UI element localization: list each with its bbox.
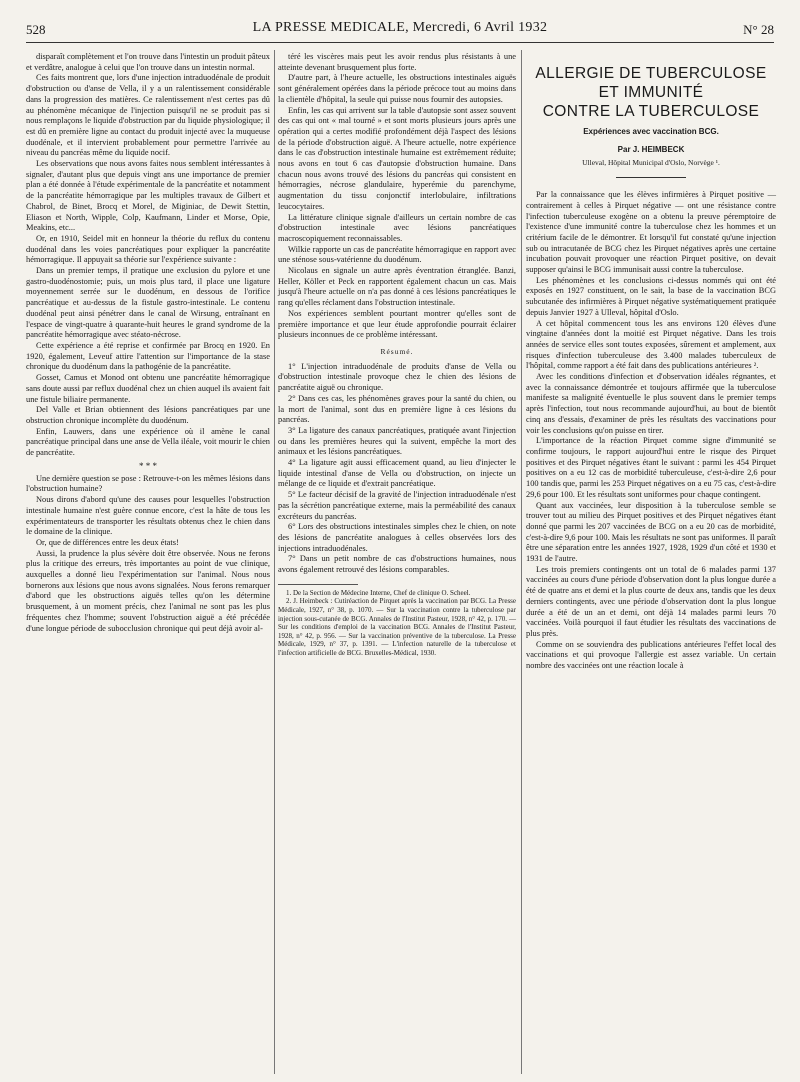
paragraph: Or, en 1910, Seidel mit en honneur la théorie du reflux du contenu duodénal dans les voies pancréatiques pour expliquer la pancréatite hémorragique. Il appuyait sa théorie sur l'expérience suivante : xyxy=(26,233,270,265)
resume-item: 3° La ligature des canaux pancréatiques, pratiquée avant l'injection ou dans les premières heures qui la suivent, empêche la mort des animaux et les lésions pancréatiques. xyxy=(278,425,516,457)
paragraph: La littérature clinique signale d'ailleurs un certain nombre de cas d'obstruction intestinale avec lésions pancréatiques macroscopiquement reconnaissables. xyxy=(278,212,516,243)
resume-item: 5° Le facteur décisif de la gravité de l'injection intraduodénale n'est pas la sécrétion pancréatique externe, mais la perméabilité des canaux excréteurs du pancréas. xyxy=(278,490,516,521)
paragraph: Une dernière question se pose : Retrouve-t-on les mêmes lésions dans l'obstruction humaine? xyxy=(26,473,270,494)
article-title xyxy=(526,64,776,121)
column-1-paragraphs-2 xyxy=(26,474,270,635)
column-2-paragraphs xyxy=(278,52,516,341)
article-subtitle: Expériences avec vaccination BCG. xyxy=(583,127,719,136)
paragraph: Quant aux vaccinées, leur disposition à la tuberculose semble se trouver tout au milieu des Pirquet positives et des Pirquet négatives étant donné que parmi les 207 vaccinées de BCG on a eu 20 cas de morbidité, c'est-à-dire 9,6 pour 100. Mais les résultats ne sont pas uniformes. Il paraît être une séparation entre les années 1927, 1928, 1929 d'un côté et 1930 et 1931 de l'autre. xyxy=(526,500,776,564)
column-1-paragraphs xyxy=(26,52,270,459)
article-rule xyxy=(616,177,686,178)
resume-item: 1° L'injection intraduodénale de produits d'anse de Vella ou d'obstruction intestinale provoque chez le chien des lésions de pancréatite aiguë ou chronique. xyxy=(278,361,516,393)
issue-number: N° 28 xyxy=(743,22,774,37)
paragraph: Par la connaissance que les élèves infirmières à Pirquet positive — contrairement à celles à Pirquet négative — ont une résistance contre l'infection tuberculeuse exogène on a obtenu la preuve péremptoire de l'existence d'une immunité contre la tuberculose chez les hommes et un critérium facile de le démontrer. Et lorsqu'il fut constaté qu'une injection sub ou intracutanée de BCG chez les Pirquet négatives après une certaine incubation pouvait provoquer une réaction Pirquet positive, on devait supposer qu'ainsi le BCG immunisait aussi contre la tuberculose. xyxy=(526,190,776,275)
paragraph: Les trois premiers contingents ont un total de 6 malades parmi 137 vaccinées au cours d'une période d'observation dont la plus longue durée a été de quatre ans et demi et la plus courte de deux ans, tandis que les deux derniers contingents, avec une période d'observation dont la plus longue durée a été de un an et demi, ont déjà 14 malades parmi leurs 70 vaccinées. Voilà pourquoi il faut étudier les résultats des vaccinations de plus près. xyxy=(526,564,776,638)
resume-item: 6° Lors des obstructions intestinales simples chez le chien, on note des lésions de pancréatite analogues à celles observées lors des injections intraduodénales. xyxy=(278,522,516,553)
article-author: Par J. HEIMBECK xyxy=(617,144,685,154)
title-line: ALLERGIE DE TUBERCULOSE xyxy=(535,65,767,82)
page-header xyxy=(26,20,774,42)
paragraph: Enfin, Lauwers, dans une expérience où il amène le canal pancréatique principal dans une anse de Vella iléale, voit mourir le chien de pancréatite. xyxy=(26,426,270,458)
footnote: 1. De la Section de Médecine Interne, Chef de clinique O. Scheel. xyxy=(286,588,471,597)
paragraph: A cet hôpital commencent tous les ans environs 120 élèves d'une vingtaine d'années dont la moitié est Pirquet négative. Dans les trois années de service elles sont toutes exposées, sûrement et amplement, aux risques d'infection tuberculeuse des 3.400 malades tuberculeux de l'hôpital, comme rapport a été fait dans des publications antérieures ². xyxy=(526,318,776,371)
title-line: CONTRE LA TUBERCULOSE xyxy=(542,103,760,120)
paragraph: Wilkie rapporte un cas de pancréatite hémorragique en rapport avec une sténose sous-vatérienne du duodénum. xyxy=(278,244,516,265)
column-divider xyxy=(521,50,522,1074)
paragraph: Aussi, la prudence la plus sévère doit être observée. Nous ne ferons plus la critique des erreurs, très importantes au point de vue clinique, auxquelles a donné lieu l'expérimentation sur l'animal. Nous nous bornerons aux lésions que nous avons signalées. Nous ferons remarquer d'abord que les obstructions aiguës telles qu'on les détermine brusquement, à un moment précis, chez l'animal ne sont pas les plus fréquentes chez l'homme; souvent l'obstruction aiguë a été précédée d'une longue période de subocclusion chronique qui peut déjà avoir al- xyxy=(26,548,270,633)
section-stars: * * * xyxy=(139,460,157,471)
resume-heading: Résumé. xyxy=(380,346,414,356)
title-line: ET IMMUNITÉ xyxy=(598,84,704,101)
paragraph: L'importance de la réaction Pirquet comme signe d'immunité se confirme toujours, le rapport aujourd'hui entre le risque des Pirquet positives et des Pirquet négatives étant le suivant : parmi les 454 Pirquet positives on a eu 12 cas de morbidité tuberculeuse, c'est-à-dire 2,6 pour 100 tandis que, parmi les 253 Pirquet négatives on a eu 75 cas, c'est-à-dire 29,6 pour 100. Et les résultats sont uniformes pour chaque contingent. xyxy=(526,436,776,499)
paragraph: Cette expérience a été reprise et confirmée par Brocq en 1920. En 1920, également, Leveuf attire l'attention sur l'importance de la stase chronique du duodénum dans la pathogénie de la pancréatite. xyxy=(26,340,270,372)
footnote: 2. J. Heimbeck : Cutiréaction de Pirquet après la vaccination par BCG. La Presse Médicale, 1927, n° 38, p. 1070. — Sur la vaccination contre la tuberculose par injection sous-cutanée de BCG. Annales de l'Institut Pasteur, 1928, n° 42, p. 170. — Sur les conditions d'emploi de la vaccination BCG. Annales de l'Institut Pasteur, 1928, n° 42, p. 956. — Sur la vaccination préventive de la tuberculose. La Presse Médicale, 1929, n° 37, p. 1391. — L'infection naturelle de la tuberculose et l'infection artificielle de BCG. Bruxelles-Médical, 1930. xyxy=(278,597,516,657)
paragraph: Enfin, les cas qui arrivent sur la table d'autopsie sont assez souvent des cas qui ont « mal tourné » et sont morts plusieurs jours après une opération qui a certes modifié profondément déjà l'aspect des lésions de la période d'obstruction aiguë. A l'heure actuelle, notre expérience dans le cas d'obstruction intestinale humaine est extrêmement réduite; nous avons en tout 6 cas d'autopsie d'obstruction humaine. Dans chacun nous avons trouvé des lésions du pancréas qui consistent en hémorragies, nécrose glandulaire, hyperémie du parenchyme, augmentation du tissu conjonctif interlobulaire, infiltrations leucocytaires. xyxy=(278,105,516,211)
article-affiliation: Ulleval, Hôpital Municipal d'Oslo, Norvège ¹. xyxy=(582,158,720,168)
paragraph: Nos expériences semblent pourtant montrer qu'elles sont de première importance et que leur étude approfondie pourrait éclairer plusieurs inconnues de ce problème intéressant. xyxy=(278,308,516,340)
column-3 xyxy=(526,52,776,672)
resume-item: 2° Dans ces cas, les phénomènes graves pour la santé du chien, ou la mort de l'animal, sont dus en première ligne à ces lésions du pancréas. xyxy=(278,393,516,425)
paragraph: Nous dirons d'abord qu'une des causes pour lesquelles l'obstruction intestinale humaine n'est guère connue encore, c'est la hâte de tous les expérimentateurs de transporter les résultats obtenus chez le chien dans le domaine de la clinique. xyxy=(26,495,270,537)
paragraph: Or, que de différences entre les deux états! xyxy=(36,537,179,547)
resume-item: 7° Dans un petit nombre de cas d'obstructions humaines, nous avons également retrouvé des lésions comparables. xyxy=(278,554,516,575)
paragraph: Avec les conditions d'infection et d'observation idéales régnantes, et avec la connaissance démontrée et toujours affirmée que la tuberculose manifeste sa malignité éventuelle le plus souvent dans le premier temps après l'infection, tout nous recommande aujourd'hui, au bout de bientôt cinq ans d'essais, d'examiner de près les résultats des vaccinations pour voir les conclusions qu'on puisse en tirer. xyxy=(526,372,776,435)
page-number: 528 xyxy=(26,22,46,37)
paragraph: Les observations que nous avons faites nous semblent intéressantes à signaler, d'autant plus que depuis vingt ans une importance de premier plan a été donnée à l'étude expérimentale de la pancréatite et notamment de la pancréatite hémorragique par les multiples travaux de Gilbert et Chabrol, de Binet, Brocq et Morel, de Miginiac, de Dewit Stettin, Eliason et North, Wipple, Colp, Kaufmann, Linder et Morse, Opie, Meakins, etc... xyxy=(26,159,270,233)
column-3-paragraphs xyxy=(526,190,776,672)
paragraph: Les phénomènes et les conclusions ci-dessus nommés qui ont été exposés en 1927 constituent, on le sait, la base de la vaccination BCG subcutanée des infirmières à Pirquet négative systématiquement pratiquée depuis Janvier 1927 à Ulleval, hôpital d'Oslo. xyxy=(526,275,776,317)
paragraph: Ces faits montrent que, lors d'une injection intraduodénale de produit d'obstruction ou d'anse de Vella, il y a un ralentissement considérable dans la progression des matières. Ce ralentissement n'est certes pas dû au phénomène mécanique de l'injection puisqu'il ne se produit pas si nous remplaçons le liquide d'obstruction par du liquide physiologique; il est dû en première ligne au contact du produit injecté avec la muqueuse duodénale, et il intervient probablement pour permettre l'arrivée au niveau du pancréas même du liquide nocif. xyxy=(26,73,270,158)
footnotes xyxy=(278,589,516,658)
header-rule xyxy=(26,42,774,43)
paragraph: Del Valle et Brian obtiennent des lésions pancréatiques par une obstruction chronique incomplète du duodénum. xyxy=(26,405,270,425)
paragraph: D'autre part, à l'heure actuelle, les obstructions intestinales aiguës sont généralement opérées dans la période précoce tout au moins dans la clientèle d'hôpital, la seule qui puisse nous fournir des autopsies. xyxy=(278,73,516,104)
column-1 xyxy=(26,52,270,634)
paragraph: Dans un premier temps, il pratique une exclusion du pylore et une gastro-duodénostomie; puis, un mois plus tard, il place une ligature moyennement serrée sur le duodénum, en dessous de l'orifice pancréatique et au-dessus de la fistule gastro-intestinale. Le contenu duodénal peut ainsi pénétrer dans le canal de Wirsung, entraînant en l'espace de vingt-quatre à quarante-huit heures le grand syndrome de la pancréatite hémorragique avec stéato-nécrose. xyxy=(26,266,270,340)
journal-title: LA PRESSE MEDICALE, Mercredi, 6 Avril 1932 xyxy=(252,20,548,35)
column-divider xyxy=(274,50,275,1074)
paragraph: Nicolaus en signale un autre après éventration étranglée. Banzi, Heller, Köller et Peck en rapportent également chacun un cas. Mais jusqu'à l'heure actuelle on n'a pas donné à ces lésions pancréatiques le rang qu'elles réclament dans l'obstruction intestinale. xyxy=(278,266,516,308)
column-2 xyxy=(278,52,516,658)
resume-list xyxy=(278,362,516,576)
paragraph: disparaît complètement et l'on trouve dans l'intestin un produit pâteux et verdâtre, analogue à celui que l'on trouve dans un intestin normal. xyxy=(26,52,270,72)
paragraph: Comme on se souviendra des publications antérieures l'effet local des vaccinations et qui provoque l'allergie est assez variable. Un certain nombre des vaccinées ont une réaction locale à xyxy=(526,639,776,671)
footnote-rule xyxy=(278,584,358,585)
resume-item: 4° La ligature agit aussi efficacement quand, au lieu d'injecter le liquide intestinal d'anse de Vella ou d'obstruction, on injecte un mélange de ce liquide et d'extrait pancréatique. xyxy=(278,458,516,489)
paragraph: téré les viscères mais peut les avoir rendus plus résistants à une atteinte devenant brusquement plus forte. xyxy=(278,52,516,72)
paragraph: Gosset, Camus et Monod ont obtenu une pancréatite hémorragique sans doute aussi par reflux duodénal chez un chien auquel ils avaient fait une fistule biliaire permanente. xyxy=(26,373,270,404)
